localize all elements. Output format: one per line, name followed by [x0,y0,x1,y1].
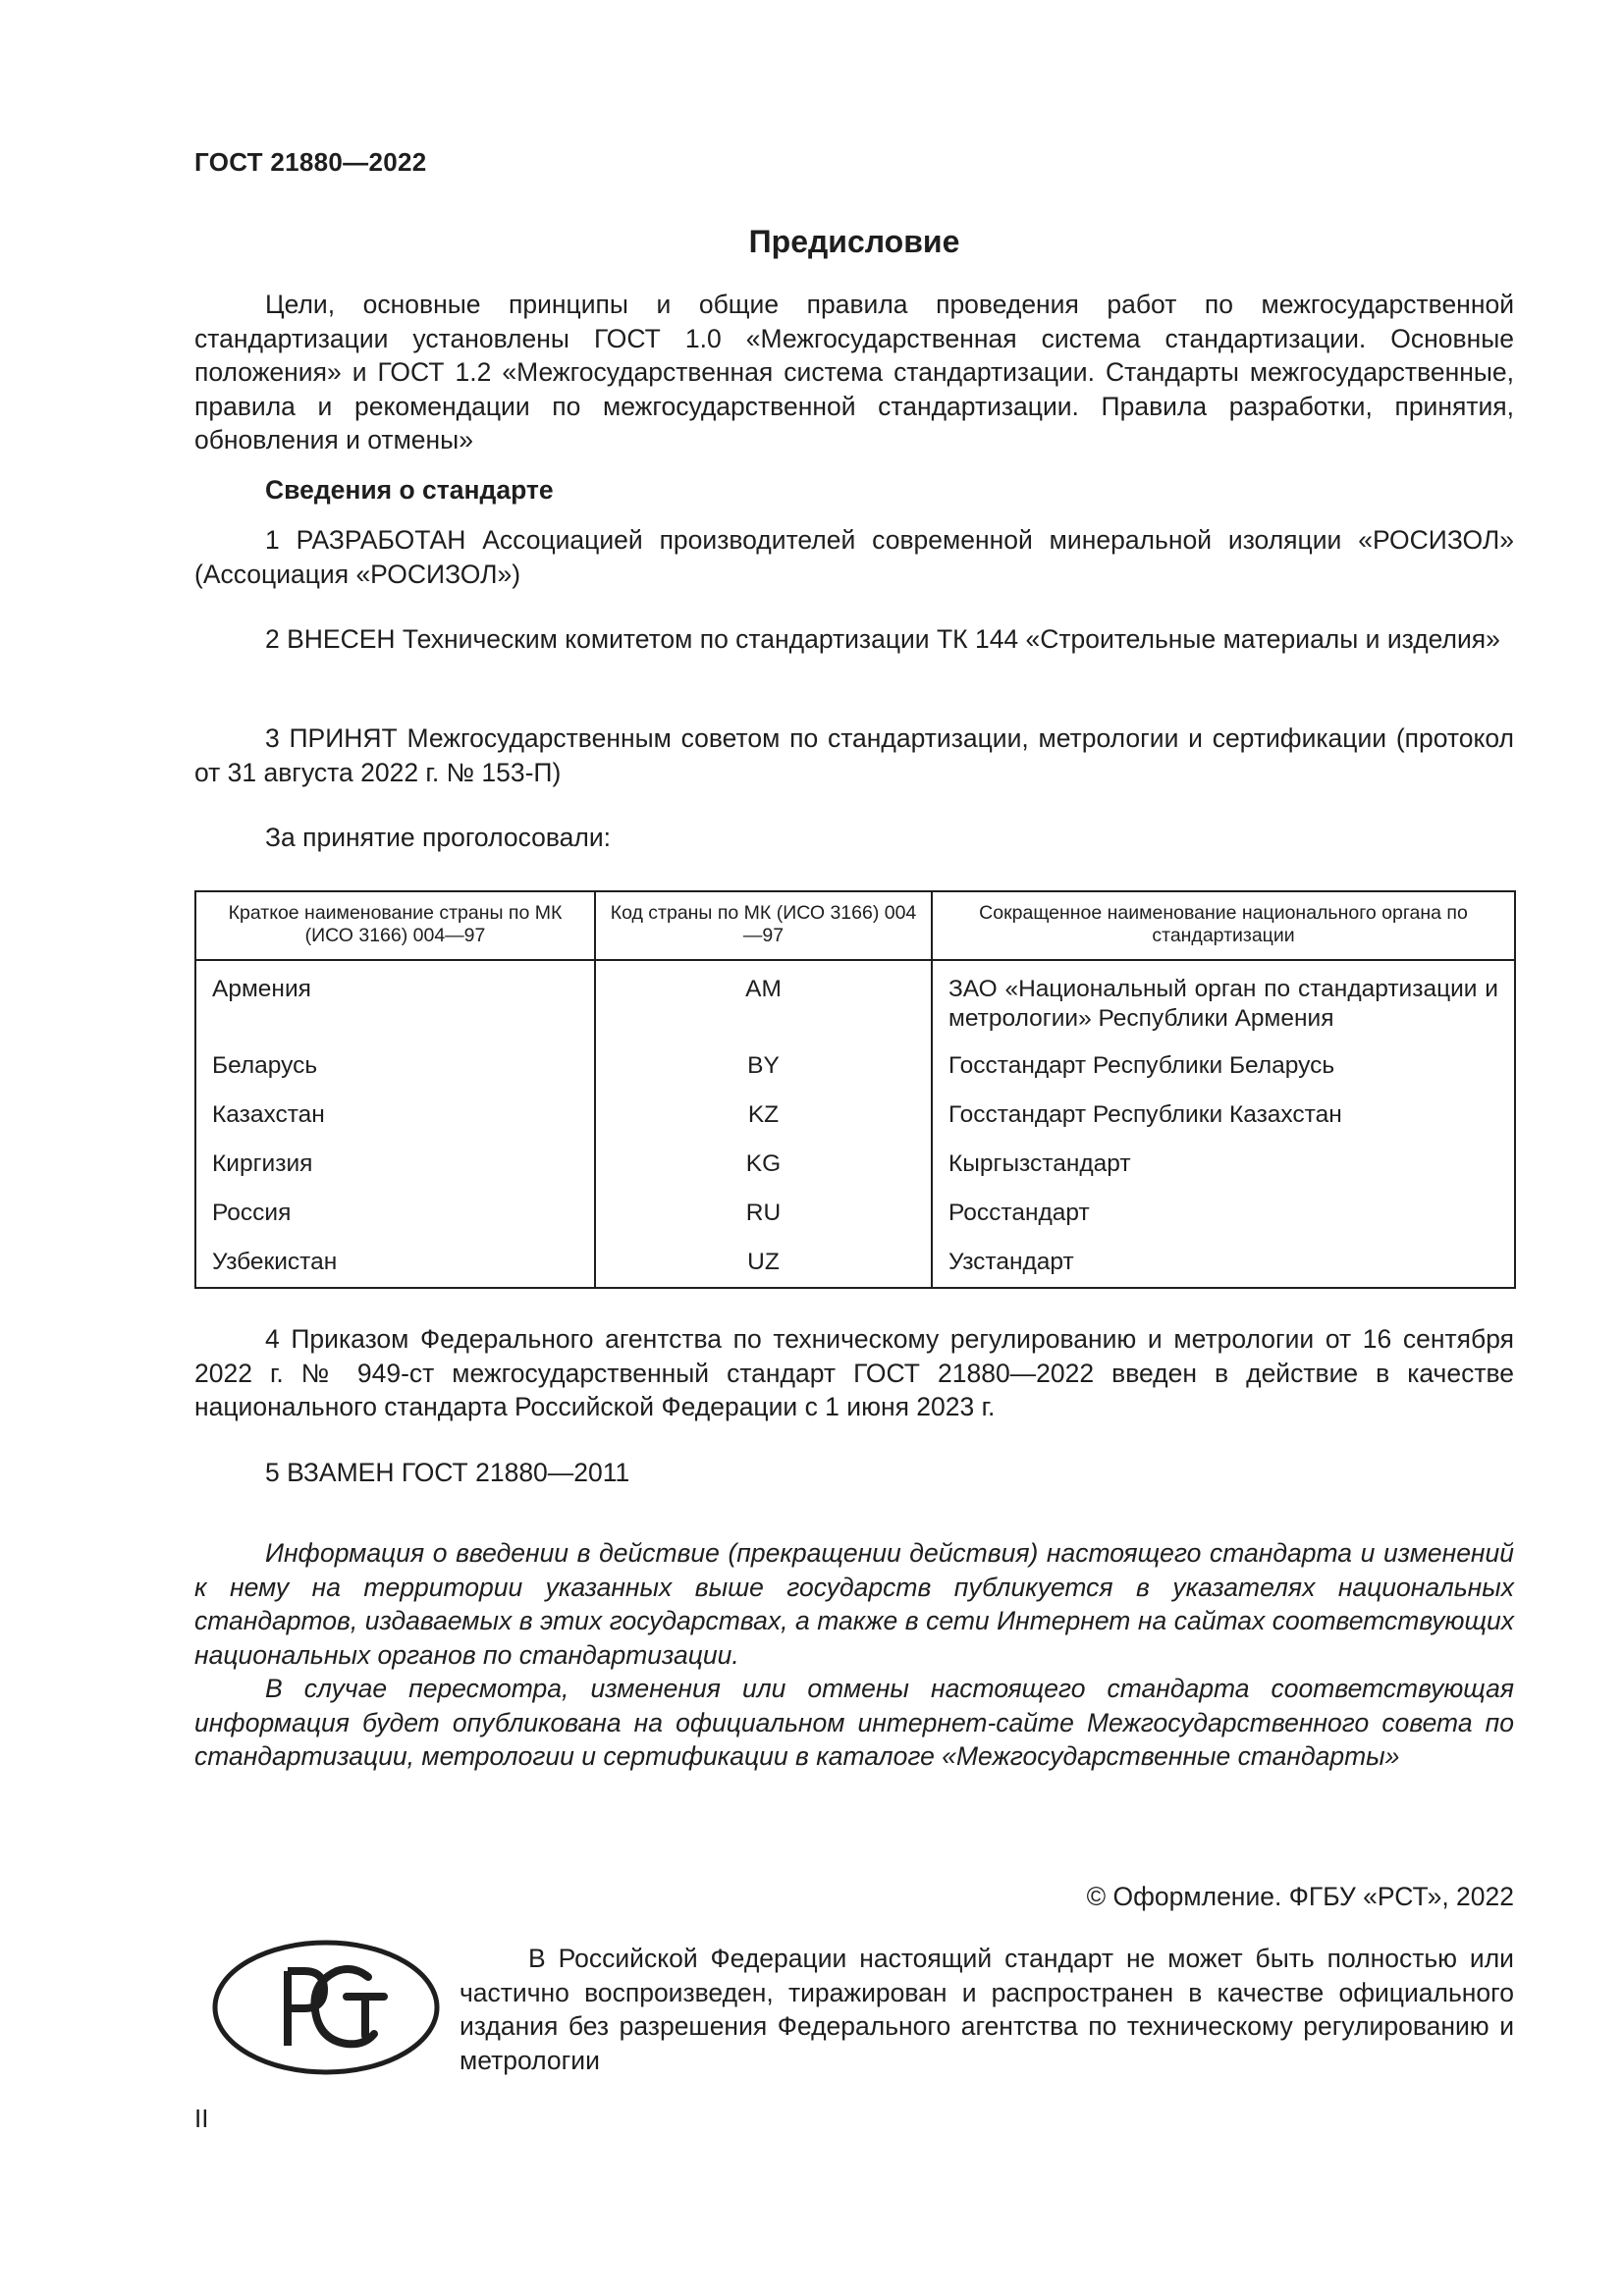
item-order: 4 Приказом Федерального агентства по техническому регулированию и метрологии от 16 сентября 2022 г. № 949-ст межгосударственный стандарт ГОСТ 21880—2022 введен в действие в качестве национального стандарта Российской Федерации с 1 июня 2023 г. [194,1324,1514,1421]
national-body-cell: ЗАО «Национальный орган по стандартизации и метрологии» Республики Армения [932,960,1515,1051]
header-national-body: Сокращенное наименование национального органа по стандартизации [932,891,1515,960]
table-row [195,1248,1515,1288]
vote-label: За принятие проголосовали: [265,823,612,852]
code-cell: KG [595,1149,932,1199]
table-row [195,1100,1515,1149]
table-row [195,1199,1515,1248]
country-cell: Узбекистан [195,1248,595,1288]
code-cell: BY [595,1051,932,1100]
page-number: II [194,2104,209,2133]
code-cell: UZ [595,1248,932,1288]
national-body-cell: Госстандарт Республики Беларусь [932,1051,1515,1100]
country-cell: Армения [195,960,595,1051]
country-cell: Казахстан [195,1100,595,1149]
item-replaces: 5 ВЗАМЕН ГОСТ 21880—2011 [265,1458,630,1487]
item-developed: 1 РАЗРАБОТАН Ассоциацией производителей современной минеральной изоляции «РОСИЗОЛ» (Ассоциация «РОСИЗОЛ») [194,525,1514,589]
reproduction-notice: В Российской Федерации настоящий стандарт не может быть полностью или частично воспроизведен, тиражирован и распространен в качестве официального издания без разрешения Федерального агентства по техническому регулированию и метрологии [460,1944,1514,2075]
table-header-row [195,891,1515,960]
page-title: Предисловие [748,224,960,259]
italic-notes [194,1536,1514,1774]
country-cell: Киргизия [195,1149,595,1199]
voting-states-table [194,890,1516,1289]
rst-logo-icon [211,1938,441,2077]
code-cell: KZ [595,1100,932,1149]
header-code: Код страны по МК (ИСО 3166) 004—97 [595,891,932,960]
italic-note: Информация о введении в действие (прекращении действия) настоящего стандарта и изменений к нему на территории указанных выше государств публикуется в указателях национальных стандартов, издаваемых в этих государствах, а также в сети Интернет на сайтах соответствующих национальных органов по стандартизации. [194,1538,1514,1670]
item-introduced: 2 ВНЕСЕН Техническим комитетом по стандартизации ТК 144 «Строительные материалы и изделия» [265,624,1500,654]
italic-note: В случае пересмотра, изменения или отмены настоящего стандарта соответствующая информация будет опубликована на официальном интернет-сайте Межгосударственного совета по стандартизации, метрологии и сертификации в каталоге «Межгосударственные стандарты» [194,1674,1514,1771]
table-row [195,1051,1515,1100]
copyright-line: © Оформление. ФГБУ «РСТ», 2022 [1086,1882,1514,1911]
code-cell: AM [595,960,932,1051]
code-cell: RU [595,1199,932,1248]
country-cell: Россия [195,1199,595,1248]
national-body-cell: Кыргызстандарт [932,1149,1515,1199]
table-row [195,960,1515,1051]
header-country: Краткое наименование страны по МК (ИСО 3166) 004—97 [195,891,595,960]
standard-code-header: ГОСТ 21880—2022 [194,147,427,177]
country-cell: Беларусь [195,1051,595,1100]
table-row [195,1149,1515,1199]
national-body-cell: Росстандарт [932,1199,1515,1248]
item-adopted: 3 ПРИНЯТ Межгосударственным советом по стандартизации, метрологии и сертификации (протокол от 31 августа 2022 г. № 153-П) [194,723,1514,787]
national-body-cell: Узстандарт [932,1248,1515,1288]
intro-paragraph: Цели, основные принципы и общие правила проведения работ по межгосударственной стандартизации установлены ГОСТ 1.0 «Межгосударственная система стандартизации. Основные положения» и ГОСТ 1.2 «Межгосударственная система стандартизации. Стандарты межгосударственные, правила и рекомендации по межгосударственной стандартизации. Правила разработки, принятия, обновления и отмены» [194,290,1514,454]
national-body-cell: Госстандарт Республики Казахстан [932,1100,1515,1149]
info-heading: Сведения о стандарте [265,475,554,505]
